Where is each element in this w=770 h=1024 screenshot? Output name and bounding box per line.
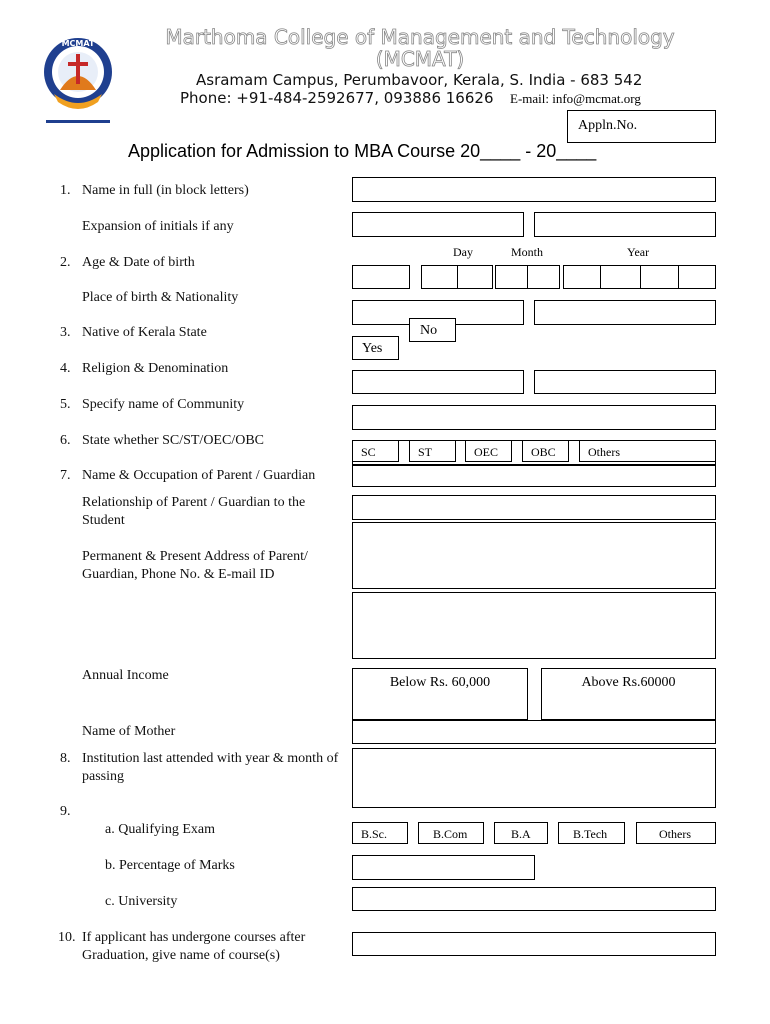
college-name-line2: (MCMAT) [375,47,465,71]
kerala-native-no-option[interactable] [409,318,456,342]
q10-label: If applicant has undergone courses after Graduation, give name of course(s) [82,930,306,963]
dob-month-digit-2[interactable] [527,265,560,289]
income-below-label: Below Rs. 60,000 [389,675,491,690]
dob-day-digit-1[interactable] [421,265,458,289]
category-others-label: Others [588,445,620,459]
q10-number: 10. [58,930,76,945]
q7-number: 7. [60,468,71,483]
dob-year-header: Year [627,245,650,259]
annual-income-label: Annual Income [82,668,169,683]
dob-year-digit-1[interactable] [563,265,601,289]
q9-number: 9. [60,804,71,819]
category-obc-label: OBC [531,445,556,459]
category-sc-option[interactable] [352,440,399,462]
denomination-field[interactable] [534,370,716,394]
college-address: Asramam Campus, Perumbavoor, Kerala, S. India - 683 542 [196,71,643,89]
full-name-field[interactable] [352,177,716,202]
q3-label: Native of Kerala State [82,325,207,340]
svg-text:MCMAT: MCMAT [61,39,95,48]
last-institution-field[interactable] [352,748,716,808]
category-oec-label: OEC [474,445,498,459]
q5-label: Specify name of Community [82,397,245,412]
college-email: E-mail: info@mcmat.org [510,91,641,106]
logo-emblem-icon [40,32,116,128]
income-above-label: Above Rs.60000 [581,675,676,690]
permanent-address-field[interactable] [352,522,716,589]
religion-field[interactable] [352,370,524,394]
q8-label: Institution last attended with year & month of passing [82,751,339,784]
dob-month-digit-1[interactable] [495,265,528,289]
q1-number: 1. [60,183,71,198]
exam-btech-label: B.Tech [573,827,608,841]
category-st-option[interactable] [409,440,456,462]
dob-year-digit-3[interactable] [640,265,679,289]
exam-others-label: Others [659,827,691,841]
college-name-line1: Marthoma College of Management and Technology [165,25,675,49]
post-graduation-courses-field[interactable] [352,932,716,956]
income-below-option[interactable] [352,668,528,720]
category-sc-label: SC [361,445,376,459]
category-others-option[interactable] [579,440,716,462]
university-field[interactable] [352,887,716,911]
present-address-field[interactable] [352,592,716,659]
q3-number: 3. [60,325,71,340]
community-field[interactable] [352,405,716,430]
dob-day-header: Day [453,245,473,259]
q6-number: 6. [60,433,71,448]
kerala-native-yes-label: Yes [362,341,383,356]
form-title: Application for Admission to MBA Course 20____ - 20____ [128,141,597,161]
marks-percentage-field[interactable] [352,855,535,880]
q1b-label: Expansion of initials if any [82,219,234,234]
category-obc-option[interactable] [522,440,569,462]
q7-label: Name & Occupation of Parent / Guardian [82,468,316,483]
q9a-label: a. Qualifying Exam [105,822,216,837]
q2b-label: Place of birth & Nationality [82,290,239,305]
q7c-label: Permanent & Present Address of Parent/ Guardian, Phone No. & E-mail ID [82,549,308,582]
exam-bsc-option[interactable] [352,822,408,844]
category-oec-option[interactable] [465,440,512,462]
kerala-native-yes-option[interactable] [352,336,399,360]
college-phone: Phone: +91-484-2592677, 093886 16626 [180,89,494,107]
q4-number: 4. [60,361,71,376]
kerala-native-no-label: No [420,323,438,338]
guardian-relationship-field[interactable] [352,495,716,520]
dob-year-digit-4[interactable] [678,265,716,289]
q9b-label: b. Percentage of Marks [105,858,235,873]
age-field[interactable] [352,265,410,289]
dob-day-digit-2[interactable] [457,265,493,289]
category-st-label: ST [418,445,433,459]
application-number-box[interactable] [567,110,716,143]
exam-bcom-option[interactable] [418,822,484,844]
mother-name-label: Name of Mother [82,724,176,739]
q4-label: Religion & Denomination [82,361,229,376]
q8-number: 8. [60,751,71,766]
exam-btech-option[interactable] [558,822,625,844]
parent-name-occupation-field[interactable] [352,465,716,487]
q2-label: Age & Date of birth [82,255,195,270]
q1-label: Name in full (in block letters) [82,183,249,198]
q5-number: 5. [60,397,71,412]
exam-ba-option[interactable] [494,822,548,844]
dob-year-digit-2[interactable] [600,265,641,289]
exam-bsc-label: B.Sc. [361,827,388,841]
q7b-label: Relationship of Parent / Guardian to the Student [82,495,306,528]
college-logo [40,32,116,128]
initials-expansion-field-2[interactable] [534,212,716,237]
mother-name-field[interactable] [352,720,716,744]
q9c-label: c. University [105,894,178,909]
application-number-label: Appln.No. [578,118,638,133]
exam-bcom-label: B.Com [433,827,468,841]
initials-expansion-field-1[interactable] [352,212,524,237]
nationality-field[interactable] [534,300,716,325]
exam-others-option[interactable] [636,822,716,844]
exam-ba-label: B.A [511,827,531,841]
dob-month-header: Month [511,245,544,259]
q6-label: State whether SC/ST/OEC/OBC [82,433,264,448]
income-above-option[interactable] [541,668,716,720]
q2-number: 2. [60,255,71,270]
